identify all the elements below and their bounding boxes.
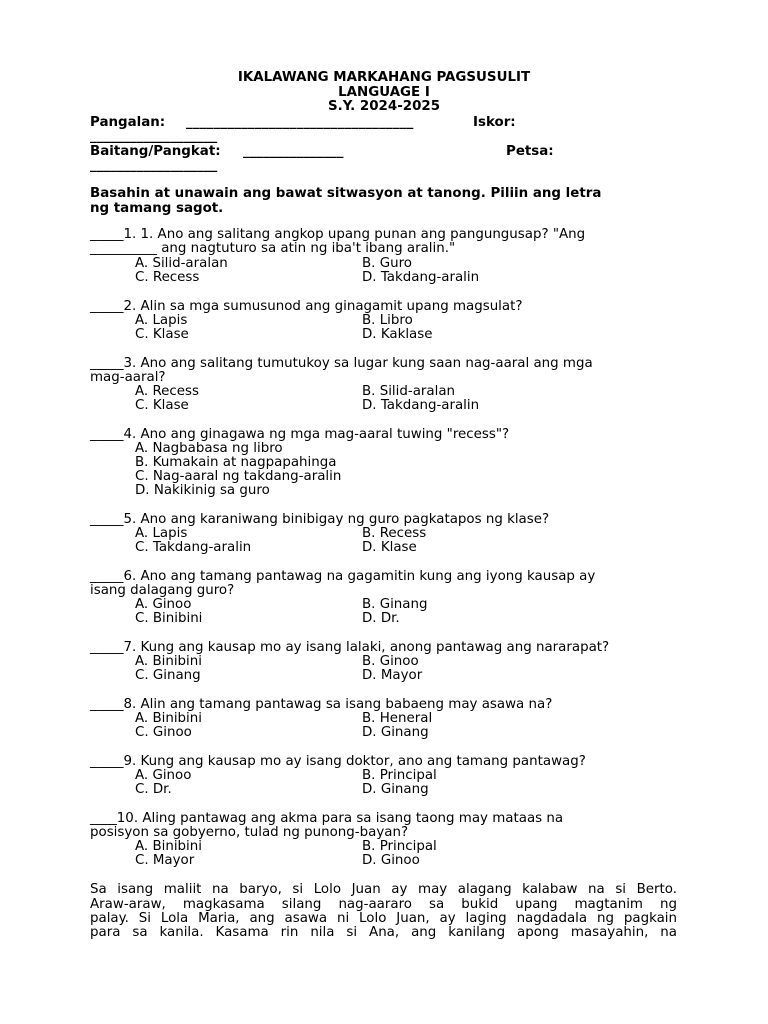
question-6-line-2: isang dalagang guro? <box>90 583 235 598</box>
q9-option-c: C. Dr. <box>135 782 172 797</box>
question-3-line-2: mag-aaral? <box>90 370 166 385</box>
grade-label: Baitang/Pangkat: <box>90 144 221 159</box>
question-3: _____3. Ano ang salitang tumutukoy sa lugar kung saan nag-aaral ang mga <box>90 356 593 371</box>
q9-option-d: D. Ginang <box>362 782 429 797</box>
q6-option-b: B. Ginang <box>362 597 428 612</box>
q2-option-c: C. Klase <box>135 327 189 342</box>
story-line-2: Araw-araw, magkasama silang nag-aararo sa bukid upang magtanim ng <box>90 897 677 912</box>
instructions-line-2: ng tamang sagot. <box>90 201 224 216</box>
q10-option-c: C. Mayor <box>135 853 195 868</box>
q1-option-d: D. Takdang-aralin <box>362 270 480 285</box>
q4-option-d: D. Nakikinig sa guro <box>135 483 270 498</box>
q6-option-d: D. Dr. <box>362 611 400 626</box>
name-line: _________________________________ <box>186 115 414 130</box>
q2-option-a: A. Lapis <box>135 313 188 328</box>
grade-line: _______________ <box>243 144 344 159</box>
score-line: ___________________ <box>90 129 218 144</box>
q7-option-a: A. Binibini <box>135 654 202 669</box>
q10-option-d: D. Ginoo <box>362 853 420 868</box>
question-5: _____5. Ano ang karaniwang binibigay ng guro pagkatapos ng klase? <box>90 512 550 527</box>
q8-option-d: D. Ginang <box>362 725 429 740</box>
q5-option-a: A. Lapis <box>135 526 188 541</box>
question-4: _____4. Ano ang ginagawa ng mga mag-aaral tuwing "recess"? <box>90 427 510 442</box>
q7-option-b: B. Ginoo <box>362 654 419 669</box>
q4-option-a: A. Nagbabasa ng libro <box>135 441 283 456</box>
date-label: Petsa: <box>506 144 554 159</box>
question-1-line-2: __________ ang nagtuturo sa atin ng iba't ibang aralin." <box>90 241 456 256</box>
score-label: Iskor: <box>473 115 516 130</box>
q8-option-c: C. Ginoo <box>135 725 192 740</box>
question-1: _____1. 1. Ano ang salitang angkop upang punan ang pangungusap? "Ang <box>90 227 586 242</box>
story-line-3: palay. Si Lola Maria, ang asawa ni Lolo Juan, ay laging nagdadala ng pagkain <box>90 911 677 926</box>
q7-option-c: C. Ginang <box>135 668 201 683</box>
story-line-1: Sa isang maliit na baryo, si Lolo Juan ay may alagang kalabaw na si Berto. <box>90 882 677 897</box>
q9-option-a: A. Ginoo <box>135 768 192 783</box>
school-year: S.Y. 2024-2025 <box>327 99 441 114</box>
q6-option-c: C. Binibini <box>135 611 203 626</box>
q4-option-b: B. Kumakain at nagpapahinga <box>135 455 337 470</box>
q9-option-b: B. Principal <box>362 768 437 783</box>
story-line-4: para sa kanila. Kasama rin nila si Ana, ang kanilang apong masayahin, na <box>90 925 677 940</box>
q3-option-b: B. Silid-aralan <box>362 384 456 399</box>
q10-option-a: A. Binibini <box>135 839 202 854</box>
question-10-line-2: posisyon sa gobyerno, tulad ng punong-bayan? <box>90 825 409 840</box>
question-8: _____8. Alin ang tamang pantawag sa isang babaeng may asawa na? <box>90 697 553 712</box>
question-10: ____10. Aling pantawag ang akma para sa isang taong may mataas na <box>90 811 564 826</box>
question-9: _____9. Kung ang kausap mo ay isang doktor, ano ang tamang pantawag? <box>90 754 586 769</box>
q5-option-b: B. Recess <box>362 526 427 541</box>
q8-option-b: B. Heneral <box>362 711 433 726</box>
q5-option-d: D. Klase <box>362 540 417 555</box>
date-line: ___________________ <box>90 158 218 173</box>
q1-option-a: A. Silid-aralan <box>135 256 228 271</box>
q2-option-d: D. Kaklase <box>362 327 433 342</box>
q8-option-a: A. Binibini <box>135 711 202 726</box>
q10-option-b: B. Principal <box>362 839 437 854</box>
q5-option-c: C. Takdang-aralin <box>135 540 252 555</box>
q4-option-c: C. Nag-aaral ng takdang-aralin <box>135 469 342 484</box>
q2-option-b: B. Libro <box>362 313 413 328</box>
exam-header <box>0 71 768 115</box>
q3-option-c: C. Klase <box>135 398 189 413</box>
q3-option-d: D. Takdang-aralin <box>362 398 480 413</box>
instructions-line-1: Basahin at unawain ang bawat sitwasyon at tanong. Piliin ang letra <box>90 186 602 201</box>
q7-option-d: D. Mayor <box>362 668 423 683</box>
subject-title: LANGUAGE I <box>338 84 430 100</box>
question-2: _____2. Alin sa mga sumusunod ang ginagamit upang magsulat? <box>90 299 523 314</box>
exam-title: IKALAWANG MARKAHANG PAGSUSULIT <box>237 70 531 85</box>
q6-option-a: A. Ginoo <box>135 597 192 612</box>
q1-option-b: B. Guro <box>362 256 412 271</box>
name-label: Pangalan: <box>90 115 166 130</box>
question-6: _____6. Ano ang tamang pantawag na gagamitin kung ang iyong kausap ay <box>90 569 596 584</box>
q3-option-a: A. Recess <box>135 384 199 399</box>
q1-option-c: C. Recess <box>135 270 200 285</box>
question-7: _____7. Kung ang kausap mo ay isang lalaki, anong pantawag ang nararapat? <box>90 640 610 655</box>
